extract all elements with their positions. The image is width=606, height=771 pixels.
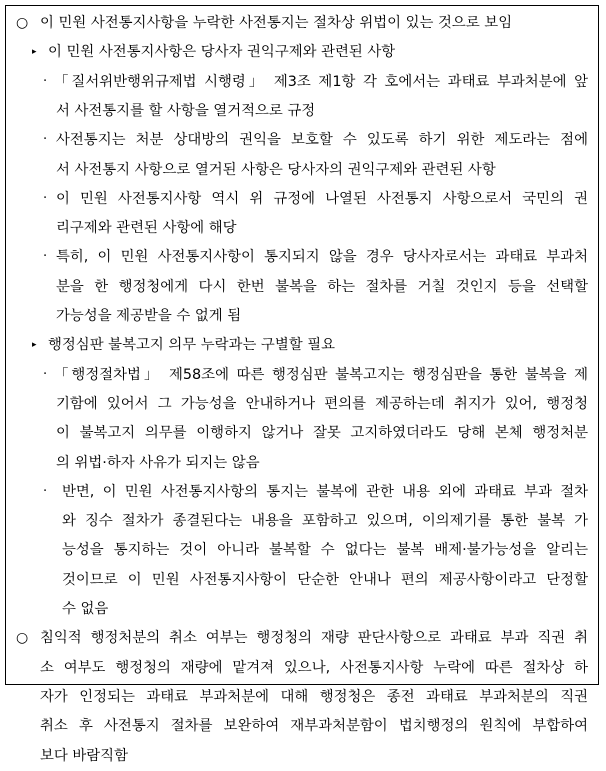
section-2-line-1: 침익적 행정처분의 취소 여부는 행정청의 재량 판단사항으로 과태료 부과 직권 취 [40, 630, 588, 647]
circle-bullet: ○ [16, 15, 29, 31]
item-5-line-1: 「행정절차법」 제58조에 따른 행정심판 불복고지는 행정심판을 통한 불복을 제 [54, 366, 588, 383]
section-1-line-1: 이 민원 사전통지사항을 누락한 사전통지는 절차상 위법이 있는 것으로 보임 [40, 15, 513, 31]
item-2-line-1: 사전통지는 처분 상대방의 권익을 보호할 수 있도록 하기 위한 제도라는 점에 [56, 132, 588, 149]
item-4-line-2: 분을 한 행정청에게 다시 한번 불복을 하는 절차를 거칠 것인지 등을 선택할 [56, 278, 588, 295]
item-3-line-1: 이 민원 사전통지사항 역시 위 규정에 나열된 사전통지 사항으로서 국민의 권 [56, 190, 588, 207]
item-6-line-3: 능성을 통지하는 것이 아니라 불복할 수 없다는 불복 배제·불가능성을 알리는 [62, 542, 588, 559]
item-6-line-4: 것이므로 이 민원 사전통지사항이 단순한 안내나 편의 제공사항이라고 단정할 [62, 571, 588, 588]
circle-bullet: ○ [16, 630, 29, 647]
item-1-line-2: 서 사전통지를 할 사항을 열거적으로 규정 [56, 102, 316, 119]
item-4-line-3: 가능성을 제공받을 수 없게 됨 [56, 308, 242, 324]
triangle-bullet: ▸ [32, 47, 37, 58]
item-1-line-1: 「질서위반행위규제법 시행령」 제3조 제1항 각 호에서는 과태료 부과처분에 앞 [54, 73, 588, 90]
subsection-2-title: 행정심판 불복고지 의무 누락과는 구별할 필요 [48, 337, 335, 354]
item-4-line-1: 특히, 이 민원 사전통지사항이 통지되지 않을 경우 당사자로서는 과태료 부과처 [56, 249, 588, 266]
section-2-line-3: 자가 인정되는 과태료 부과처분에 대해 행정청은 종전 과태료 부과처분의 직권 [40, 688, 588, 705]
item-2-line-2: 서 사전통지 사항으로 열거된 사항은 당사자의 권익구제와 관련된 사항 [56, 161, 496, 178]
section-2-line-4: 취소 후 사전통지 절차를 보완하여 재부과처분함이 법치행정의 원칙에 부합하여 [40, 718, 588, 735]
item-6-line-2: 와 징수 절차가 종결된다는 내용을 포함하고 있으며, 이의제기를 통한 불복 가 [62, 513, 588, 530]
item-5-line-2: 기함에 있어서 그 가능성을 안내하거나 편의를 제공하는데 취지가 있어, 행정청 [56, 395, 588, 412]
section-2-line-5: 보다 바람직함 [40, 747, 128, 764]
dot-bullet: · [43, 73, 48, 89]
dot-bullet: · [43, 483, 48, 499]
dot-bullet: · [43, 132, 48, 148]
section-2-line-2: 소 여부도 행정청의 재량에 맡겨져 있으나, 사전통지사항 누락에 따른 절차상 하 [40, 659, 588, 676]
dot-bullet: · [43, 249, 48, 265]
triangle-bullet: ▸ [32, 340, 37, 351]
dot-bullet: · [43, 366, 48, 382]
item-5-line-3: 이 불복고지 의무를 이행하지 않거나 잘못 고지하였더라도 당해 본체 행정처분 [56, 425, 588, 442]
item-6-line-1: 반면, 이 민원 사전통지사항의 통지는 불복에 관한 내용 외에 과태료 부과 절차 [62, 483, 588, 500]
item-6-line-5: 수 없음 [62, 601, 109, 617]
dot-bullet: · [43, 190, 48, 206]
item-3-line-2: 리구제와 관련된 사항에 해당 [56, 220, 237, 237]
subsection-1-title: 이 민원 사전통지사항은 당사자 권익구제와 관련된 사항 [48, 44, 396, 61]
item-5-line-4: 의 위법·하자 사유가 되지는 않음 [56, 454, 260, 471]
